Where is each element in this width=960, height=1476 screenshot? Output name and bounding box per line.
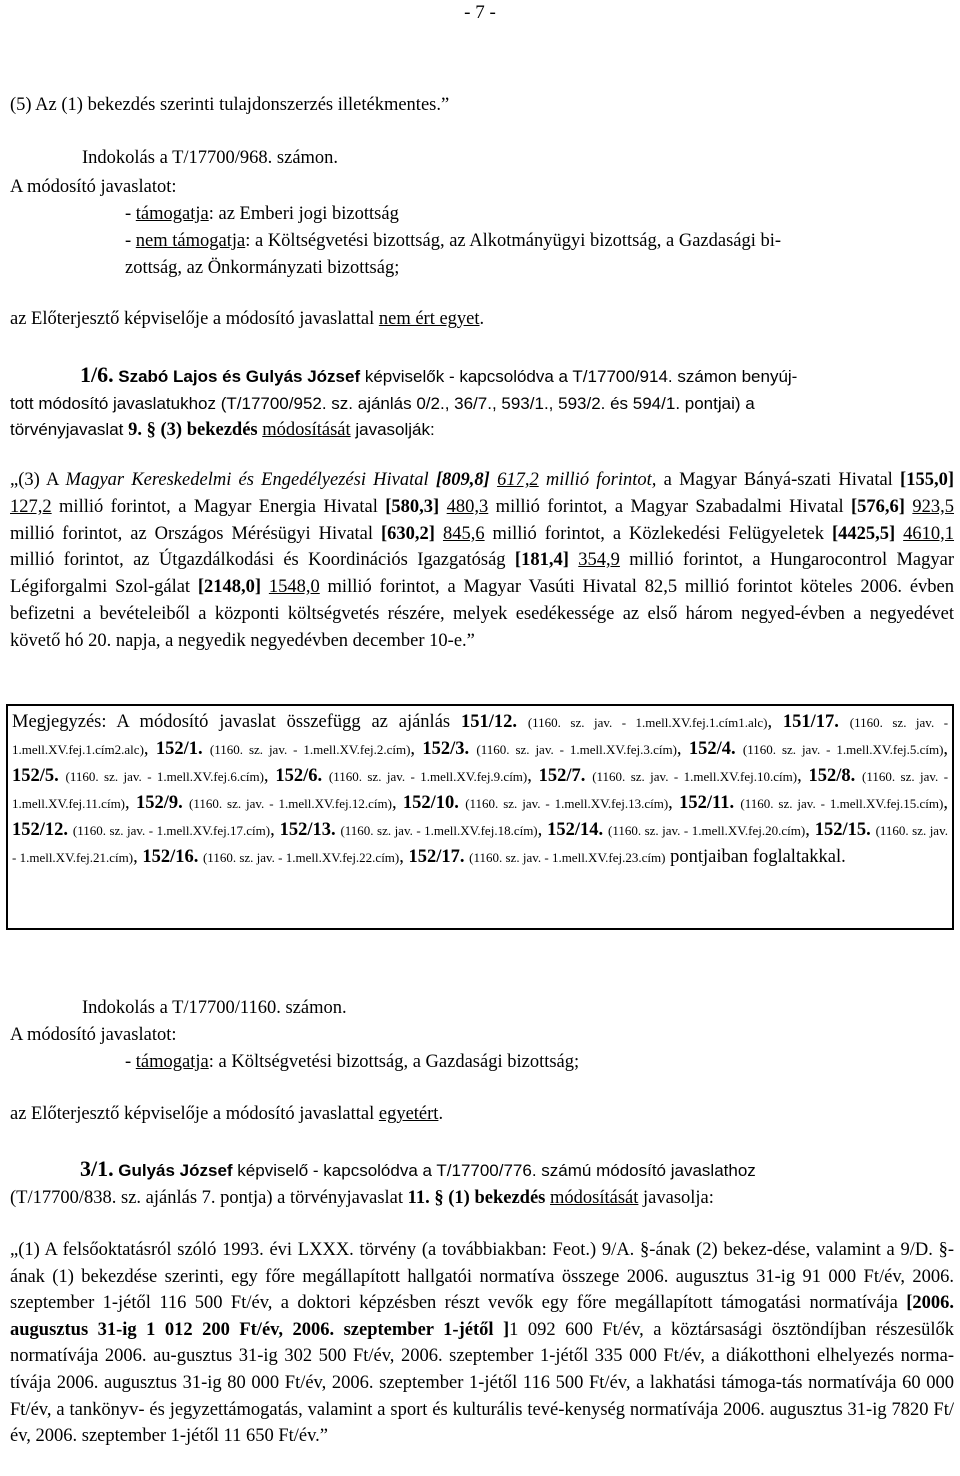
note-item-ref: (1160. sz. jav. - 1.mell.XV.fej.11.cím): [12, 769, 949, 811]
section-3-amendment-label: A módosító javaslatot:: [10, 1025, 177, 1045]
support-word: támogatja: [135, 204, 209, 224]
amendment-3-1-quote: „(1) A felsőoktatásról szóló 1993. évi LXXX. törvény (a továbbiakban: Feot.) 9/A. §-ának (2) bekez-dése, valamint a 9/D. §-ának (1) bekezdése szerinti, egy főre megállapított hallgatói normatíva összege 2006. augusztus 31-ig 91 000 Ft/év, 2006. szeptember 1-jétől 116 500 Ft/év, a doktori képzésben részt vevők egy főre megállapított támogatási normatívája [2006. augusztus 31-ig 1 012 200 Ft/év, 2006. szeptember 1-jétől ]1 092 600 Ft/év, a köztársasági ösztöndíjban részesülők normatívája 2006. au-gusztus 31-ig 302 500 Ft/év, 2006. szeptember 1-jétől 335 000 Ft/év, a diákotthoni elhelyezés norma-tívája 2006. augusztus 31-ig 80 000 Ft/év, 2006. szeptember 1-jétől 116 500 Ft/év, a lakhatási támoga-tás normatívája 60 000 Ft/év, a tankönyv- és jegyzettámogatás, valamint a sport és kulturális tevé-kenység normatívája 2006. augusztus 31-ig 7820 Ft/év, 2006. szeptember 1-jétől 11 650 Ft/év.”: [10, 1240, 954, 1447]
note-item-ref: (1160. sz. jav. - 1.mell.XV.fej.18.cím): [340, 823, 538, 838]
note-item-ref: (1160. sz. jav. - 1.mell.XV.fej.1.cím2.alc): [12, 715, 949, 757]
page-number: - 7 -: [464, 2, 496, 23]
note-item-ref: (1160. sz. jav. - 1.mell.XV.fej.22.cím): [202, 850, 400, 865]
section-3-presenter-line: az Előterjesztő képviselője a módosító javaslattal egyetért.: [10, 1104, 444, 1124]
note-item-ref: (1160. sz. jav. - 1.mell.XV.fej.17.cím): [72, 823, 271, 838]
note-separator: ,: [676, 739, 689, 759]
section-1-nosupport-cont: zottság, az Önkormányzati bizottság;: [125, 258, 400, 278]
note-separator: ,: [143, 739, 156, 759]
note-item-number: 152/6.: [275, 766, 323, 786]
section-1-justification: Indokolás a T/17700/968. számon.: [82, 148, 339, 168]
note-separator: ,: [270, 820, 280, 840]
note-separator: ,: [537, 820, 548, 840]
note-ending: pontjaiban foglaltakkal.: [665, 847, 846, 867]
note-item-number: 151/17.: [782, 712, 839, 732]
note-item-number: 152/8.: [808, 766, 856, 786]
note-item-number: 151/12.: [460, 712, 517, 732]
note-label: Megjegyzés: A módosító javaslat összefügg az ajánlás: [12, 712, 461, 732]
note-separator: ,: [391, 793, 403, 813]
amendment-number: 3/1.: [80, 1156, 114, 1181]
section-1-support-line: - támogatja: az Emberi jogi bizottság: [125, 204, 399, 224]
note-item-ref: (1160. sz. jav. - 1.mell.XV.fej.12.cím): [189, 796, 392, 811]
note-item-ref: (1160. sz. jav. - 1.mell.XV.fej.13.cím): [465, 796, 669, 811]
note-item-ref: (1160. sz. jav. - 1.mell.XV.fej.6.cím): [65, 769, 264, 784]
note-item-number: 152/17.: [408, 847, 465, 867]
note-separator: ,: [399, 847, 409, 867]
proposer: Gulyás József: [118, 1161, 233, 1180]
note-separator: ,: [943, 739, 949, 759]
note-separator: ,: [797, 766, 809, 786]
amendment-3-1-header: 3/1. Gulyás József képviselő - kapcsolódva a T/17700/776. számú módosító javaslathoz (T/17700/838. sz. ajánlás 7. pontja) a törvényjavaslat 11. § (1) bekezdés módosítását javasolja:: [10, 1156, 756, 1208]
note-item-number: 152/5.: [12, 766, 59, 786]
section-1-nosupport-line: - nem támogatja: a Költségvetési bizottság, az Alkotmányügyi bizottság, a Gazdasági bi-: [125, 231, 782, 251]
amendment-1-6-quote: „(3) A Magyar Kereskedelmi és Engedélyezési Hivatal [809,8] 617,2 millió forintot, a Magyar Bányá-szati Hivatal [155,0] 127,2 millió forintot, a Magyar Energia Hivatal [580,3] 480,3 millió forintot, a Magyar Szabadalmi Hivatal [576,6] 923,5 millió forintot, az Országos Mérésügyi Hivatal [630,2] 845,6 millió forintot, a Közlekedési Felügyeletek [4425,5] 4610,1 millió forintot, az Útgazdálkodási és Koordinációs Igazgatóság [181,4] 354,9 millió forintot, a Hungarocontrol Magyar Légiforgalmi Szol-gálat [2148,0] 1548,0 millió forintot, a Magyar Vasúti Hivatal 82,5 millió forintot köteles 2006. évben befizetni a bevételeiből a központi költségvetés részére, melyek esedékessége az első három negyed-évben a negyedévet követő hó 20. napja, a negyedik negyedévben december 10-e.”: [10, 470, 955, 651]
note-separator: ,: [943, 793, 948, 813]
presenter-result: nem ért egyet: [378, 309, 480, 329]
note-item-number: 152/13.: [279, 820, 336, 840]
amendment-1-6-header: 1/6. Szabó Lajos és Gulyás József képviselők - kapcsolódva a T/17700/914. számon benyúj- tott módosító javaslatukhoz (T/17700/952. sz. ajánlás 0/2., 36/7., 593/1., 593/2. és 594/1. pontjai) a törvényjavaslat 9. § (3) bekezdés módosítását javasolják:: [10, 362, 798, 440]
section-3-support-line: - támogatja: a Költségvetési bizottság, a Gazdasági bizottság;: [125, 1052, 580, 1072]
note-separator: ,: [410, 739, 423, 759]
note-item-ref: (1160. sz. jav. - 1.mell.XV.fej.5.cím): [742, 742, 944, 757]
note-item-number: 152/15.: [814, 820, 871, 840]
note-item-ref: (1160. sz. jav. - 1.mell.XV.fej.1.cím1.alc): [527, 715, 768, 730]
note-item-ref: (1160. sz. jav. - 1.mell.XV.fej.2.cím): [209, 742, 411, 757]
note-item-number: 152/11.: [679, 793, 735, 813]
note-item-ref: (1160. sz. jav. - 1.mell.XV.fej.20.cím): [608, 823, 806, 838]
note-item-ref: (1160. sz. jav. - 1.mell.XV.fej.15.cím): [740, 796, 944, 811]
note-item-number: 152/14.: [547, 820, 604, 840]
section-3-justification: Indokolás a T/17700/1160. számon.: [82, 998, 347, 1018]
presenter-result: egyetért: [378, 1104, 439, 1124]
note-references: [12, 712, 948, 867]
section-1-closing-line: (5) Az (1) bekezdés szerinti tulajdonszerzés illetékmentes.”: [10, 95, 450, 115]
note-item-number: 152/16.: [142, 847, 199, 867]
note-item-ref: (1160. sz. jav. - 1.mell.XV.fej.3.cím): [476, 742, 677, 757]
note-item-number: 152/12.: [12, 820, 69, 840]
note-separator: ,: [668, 793, 680, 813]
section-1-presenter-line: az Előterjesztő képviselője a módosító javaslattal nem ért egyet.: [10, 309, 485, 329]
amendment-number: 1/6.: [80, 362, 114, 387]
note-separator: ,: [805, 820, 815, 840]
note-separator: ,: [133, 847, 143, 867]
note-item-number: 152/3.: [422, 739, 470, 759]
support-word: támogatja: [135, 1052, 209, 1072]
note-item-ref: (1160. sz. jav. - 1.mell.XV.fej.9.cím): [328, 769, 528, 784]
note-separator: ,: [527, 766, 539, 786]
note-item-ref: (1160. sz. jav. - 1.mell.XV.fej.21.cím): [12, 823, 948, 865]
proposers: Szabó Lajos és Gulyás József: [118, 367, 361, 386]
note-item-number: 152/4.: [688, 739, 736, 759]
note-separator: ,: [263, 766, 276, 786]
note-separator: ,: [767, 712, 783, 732]
note-item-number: 152/1.: [155, 739, 203, 759]
note-item-number: 152/7.: [538, 766, 586, 786]
note-item-number: 152/10.: [402, 793, 459, 813]
note-item-ref: (1160. sz. jav. - 1.mell.XV.fej.10.cím): [592, 769, 798, 784]
section-1-amendment-label: A módosító javaslatot:: [10, 177, 177, 197]
nosupport-word: nem támogatja: [135, 231, 246, 251]
note-item-number: 152/9.: [135, 793, 183, 813]
note-item-ref: (1160. sz. jav. - 1.mell.XV.fej.23.cím): [469, 850, 666, 865]
note-separator: ,: [125, 793, 136, 813]
note-box: [6, 704, 954, 930]
